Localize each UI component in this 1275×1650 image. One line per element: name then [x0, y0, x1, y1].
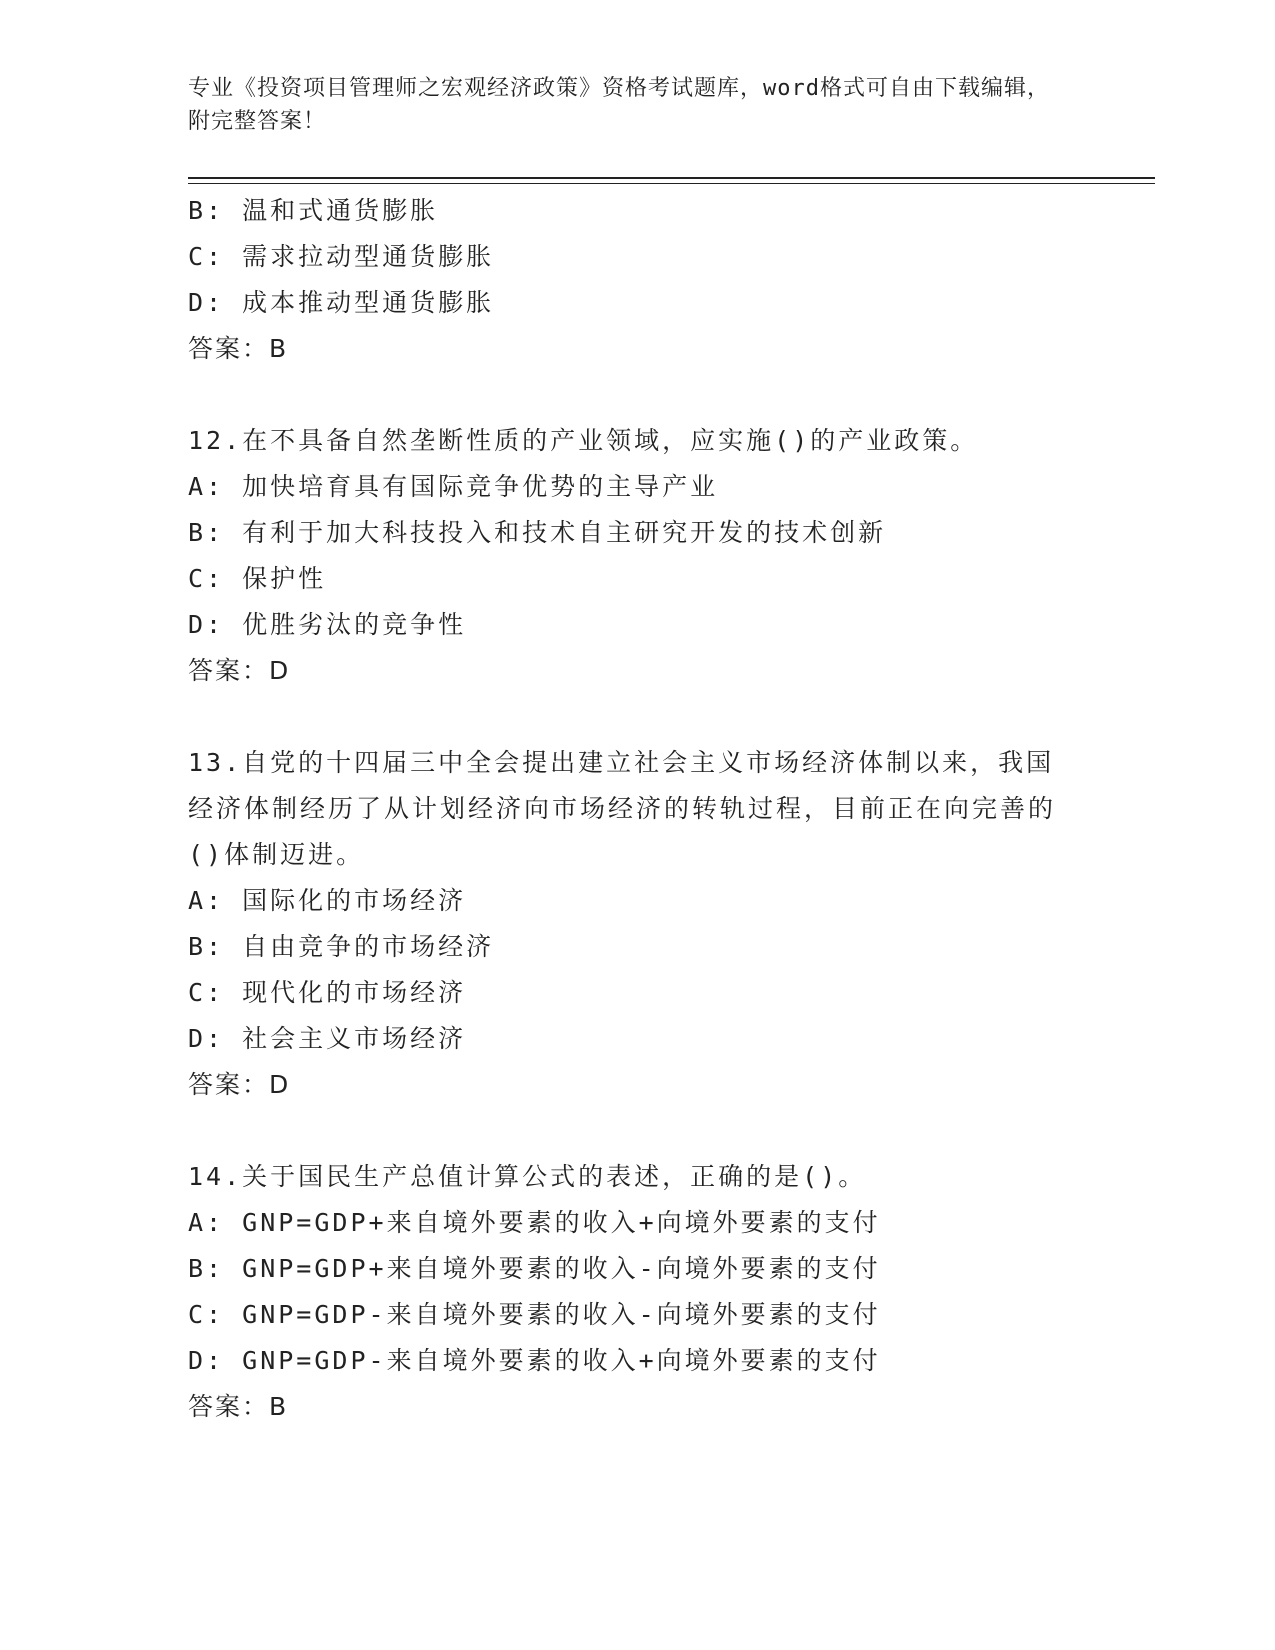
option-c: C: 需求拉动型通货膨胀 — [188, 242, 495, 271]
answer: 答案：D — [188, 656, 291, 685]
answer: 答案：B — [188, 1392, 289, 1421]
question-11-partial — [188, 188, 1088, 372]
option-a: A: 国际化的市场经济 — [188, 886, 467, 915]
option-d: D: 成本推动型通货膨胀 — [188, 288, 495, 317]
option-c: C: 保护性 — [188, 564, 327, 593]
option-d: D: GNP=GDP-来自境外要素的收入+向境外要素的支付 — [188, 1346, 881, 1375]
option-c: C: 现代化的市场经济 — [188, 978, 467, 1007]
question-14 — [188, 1154, 1088, 1430]
answer: 答案：D — [188, 1070, 291, 1099]
option-b: B: 温和式通货膨胀 — [188, 196, 439, 225]
question-stem: 14.关于国民生产总值计算公式的表述，正确的是()。 — [188, 1162, 867, 1191]
option-a: A: GNP=GDP+来自境外要素的收入+向境外要素的支付 — [188, 1208, 881, 1237]
page-header: 专业《投资项目管理师之宏观经济政策》资格考试题库，word格式可自由下载编辑，附完整答案！ — [188, 76, 1050, 134]
option-b: B: 自由竞争的市场经济 — [188, 932, 495, 961]
header-rule-thin — [188, 183, 1155, 184]
question-12 — [188, 418, 1088, 694]
header-rule-thick — [188, 177, 1155, 179]
answer: 答案：B — [188, 334, 289, 363]
option-b: B: 有利于加大科技投入和技术自主研究开发的技术创新 — [188, 518, 887, 547]
question-list — [188, 188, 1088, 1430]
question-stem: 12.在不具备自然垄断性质的产业领域，应实施()的产业政策。 — [188, 426, 979, 455]
option-d: D: 社会主义市场经济 — [188, 1024, 467, 1053]
option-b: B: GNP=GDP+来自境外要素的收入-向境外要素的支付 — [188, 1254, 881, 1283]
option-a: A: 加快培育具有国际竞争优势的主导产业 — [188, 472, 719, 501]
question-13 — [188, 740, 1088, 1108]
question-stem: 13.自党的十四届三中全会提出建立社会主义市场经济体制以来，我国经济体制经历了从计划经济向市场经济的转轨过程，目前正在向完善的()体制迈进。 — [188, 748, 1057, 869]
option-c: C: GNP=GDP-来自境外要素的收入-向境外要素的支付 — [188, 1300, 881, 1329]
option-d: D: 优胜劣汰的竞争性 — [188, 610, 467, 639]
